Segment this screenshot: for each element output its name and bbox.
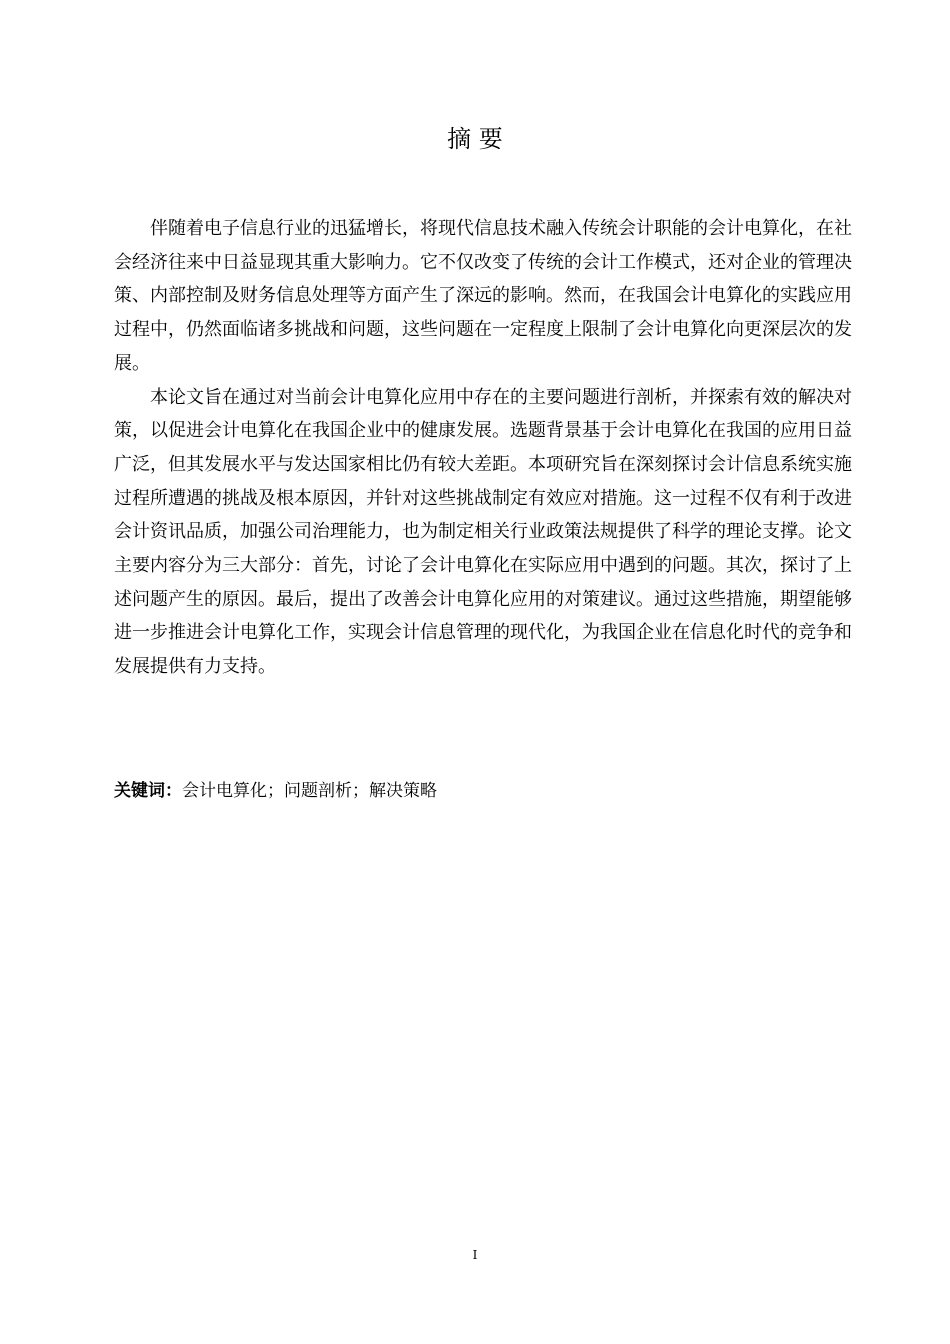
abstract-paragraph-2: 本论文旨在通过对当前会计电算化应用中存在的主要问题进行剖析，并探索有效的解决对策，以促进会计电算化在我国企业中的健康发展。选题背景基于会计电算化在我国的应用日益广泛，但其发展水平与发达国家相比仍有较大差距。本项研究旨在深刻探讨会计信息系统实施过程所遭遇的挑战及根本原因，并针对这些挑战制定有效应对措施。这一过程不仅有利于改进会计资讯品质，加强公司治理能力，也为制定相关行业政策法规提供了科学的理论支撑。论文主要内容分为三大部分：首先，讨论了会计电算化在实际应用中遇到的问题。其次，探讨了上述问题产生的原因。最后，提出了改善会计电算化应用的对策建议。通过这些措施，期望能够进一步推进会计电算化工作，实现会计信息管理的现代化，为我国企业在信息化时代的竞争和发展提供有力支持。 — [114, 386, 852, 678]
keywords-line — [114, 776, 852, 806]
keywords-label: 关键词： — [114, 781, 182, 801]
abstract-paragraph-1: 伴随着电子信息行业的迅猛增长，将现代信息技术融入传统会计职能的会计电算化，在社会经济往来中日益显现其重大影响力。它不仅改变了传统的会计工作模式，还对企业的管理决策、内部控制及财务信息处理等方面产生了深远的影响。然而，在我国会计电算化的实践应用过程中，仍然面临诸多挑战和问题，这些问题在一定程度上限制了会计电算化向更深层次的发展。 — [114, 218, 852, 374]
keywords-text: 会计电算化；问题剖析；解决策略 — [182, 781, 437, 801]
page-number: I — [472, 1248, 478, 1262]
abstract-title: 摘 要 — [447, 125, 503, 153]
abstract-body — [114, 212, 852, 684]
